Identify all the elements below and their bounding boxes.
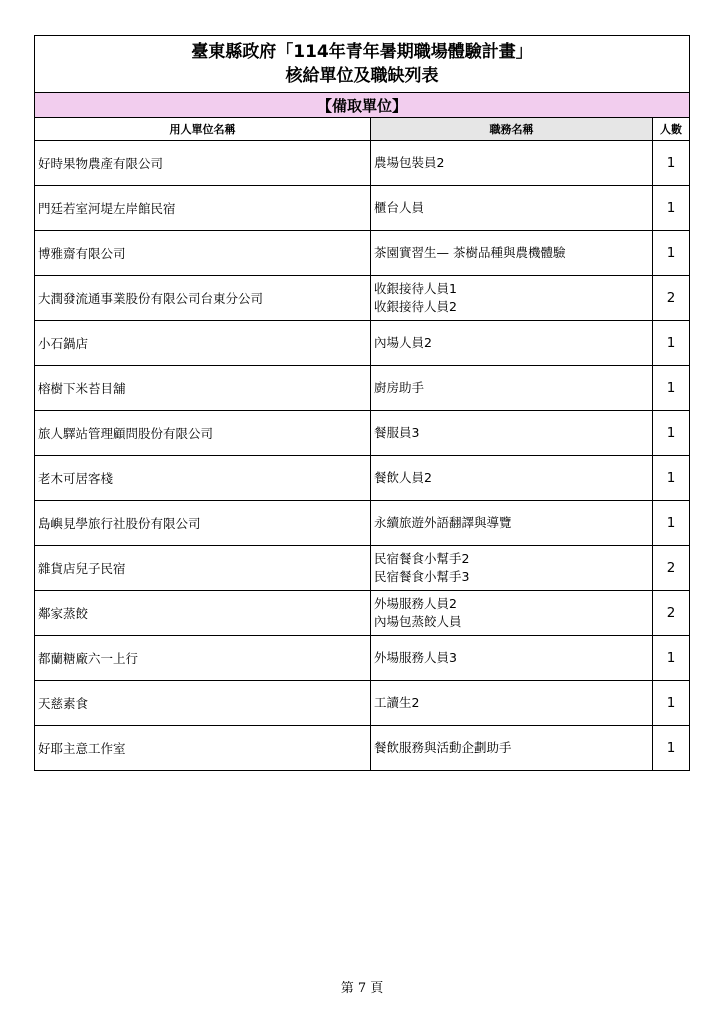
table-row	[35, 411, 690, 456]
headcount-cell: 1	[653, 366, 690, 411]
column-header-count: 人數	[653, 118, 690, 141]
unit-name-cell: 榕樹下米苔目舖	[35, 366, 371, 411]
table-row	[35, 501, 690, 546]
job-title: 餐飲服務與活動企劃助手	[374, 740, 512, 755]
column-header-job: 職務名稱	[371, 118, 653, 141]
title-line-1: 臺東縣政府「114年青年暑期職場體驗計畫」	[191, 42, 533, 62]
column-header-unit: 用人單位名稱	[35, 118, 371, 141]
job-title: 內場人員2	[374, 335, 432, 350]
job-title: 工讀生2	[374, 695, 420, 710]
table-row	[35, 186, 690, 231]
headcount-cell: 2	[653, 591, 690, 636]
table-row	[35, 636, 690, 681]
headcount-cell: 1	[653, 456, 690, 501]
table-row	[35, 681, 690, 726]
job-title-cell	[371, 456, 653, 501]
table-row	[35, 726, 690, 771]
unit-name-cell: 島嶼見學旅行社股份有限公司	[35, 501, 371, 546]
job-title-cell	[371, 681, 653, 726]
job-title-cell	[371, 546, 653, 591]
headcount-cell: 1	[653, 141, 690, 186]
unit-name-cell: 天慈素食	[35, 681, 371, 726]
job-title: 內場包蒸餃人員	[374, 614, 462, 629]
unit-name-cell: 老木可居客棧	[35, 456, 371, 501]
job-title-cell	[371, 321, 653, 366]
table-row	[35, 366, 690, 411]
job-title-cell	[371, 501, 653, 546]
unit-name-cell: 好耶主意工作室	[35, 726, 371, 771]
headcount-cell: 1	[653, 501, 690, 546]
job-title: 民宿餐食小幫手3	[374, 569, 470, 584]
job-title-cell	[371, 726, 653, 771]
vacancy-table	[34, 35, 690, 771]
job-title: 收銀接待人員1	[374, 281, 457, 296]
job-title-cell	[371, 411, 653, 456]
unit-name-cell: 旅人驛站管理顧問股份有限公司	[35, 411, 371, 456]
table-row	[35, 456, 690, 501]
title-line-2: 核給單位及職缺列表	[285, 66, 439, 86]
job-title: 外場服務人員2	[374, 596, 457, 611]
headcount-cell: 2	[653, 546, 690, 591]
headcount-cell: 1	[653, 411, 690, 456]
unit-name-cell: 好時果物農產有限公司	[35, 141, 371, 186]
job-title-cell	[371, 276, 653, 321]
job-title: 櫃台人員	[374, 200, 425, 215]
job-title: 廚房助手	[374, 380, 425, 395]
unit-name-cell: 鄰家蒸餃	[35, 591, 371, 636]
job-title: 民宿餐食小幫手2	[374, 551, 470, 566]
job-title-cell	[371, 366, 653, 411]
headcount-cell: 1	[653, 681, 690, 726]
job-title-cell	[371, 591, 653, 636]
title-row	[35, 36, 690, 93]
headcount-cell: 1	[653, 321, 690, 366]
job-title: 永續旅遊外語翻譯與導覽	[374, 515, 512, 530]
document-title	[35, 36, 690, 93]
unit-name-cell: 大潤發流通事業股份有限公司台東分公司	[35, 276, 371, 321]
section-row	[35, 93, 690, 118]
unit-name-cell: 小石鍋店	[35, 321, 371, 366]
job-title-cell	[371, 141, 653, 186]
job-title: 收銀接待人員2	[374, 299, 457, 314]
unit-name-cell: 雜貨店兒子民宿	[35, 546, 371, 591]
table-row	[35, 276, 690, 321]
header-row	[35, 118, 690, 141]
page-number: 第 7 頁	[340, 981, 384, 996]
headcount-cell: 2	[653, 276, 690, 321]
job-title-cell	[371, 636, 653, 681]
table-row	[35, 546, 690, 591]
job-title-cell	[371, 186, 653, 231]
unit-name-cell: 都蘭糖廠六一上行	[35, 636, 371, 681]
headcount-cell: 1	[653, 726, 690, 771]
table-row	[35, 321, 690, 366]
table-row	[35, 231, 690, 276]
section-heading: 【備取單位】	[35, 93, 690, 118]
headcount-cell: 1	[653, 231, 690, 276]
job-title: 外場服務人員3	[374, 650, 457, 665]
table-row	[35, 591, 690, 636]
job-title-cell	[371, 231, 653, 276]
headcount-cell: 1	[653, 186, 690, 231]
unit-name-cell: 博雅齋有限公司	[35, 231, 371, 276]
job-title: 餐服員3	[374, 425, 420, 440]
table-row	[35, 141, 690, 186]
job-title: 茶園實習生— 茶樹品種與農機體驗	[374, 245, 566, 260]
headcount-cell: 1	[653, 636, 690, 681]
unit-name-cell: 門廷若室河堤左岸館民宿	[35, 186, 371, 231]
job-title: 農場包裝員2	[374, 155, 445, 170]
job-title: 餐飲人員2	[374, 470, 432, 485]
